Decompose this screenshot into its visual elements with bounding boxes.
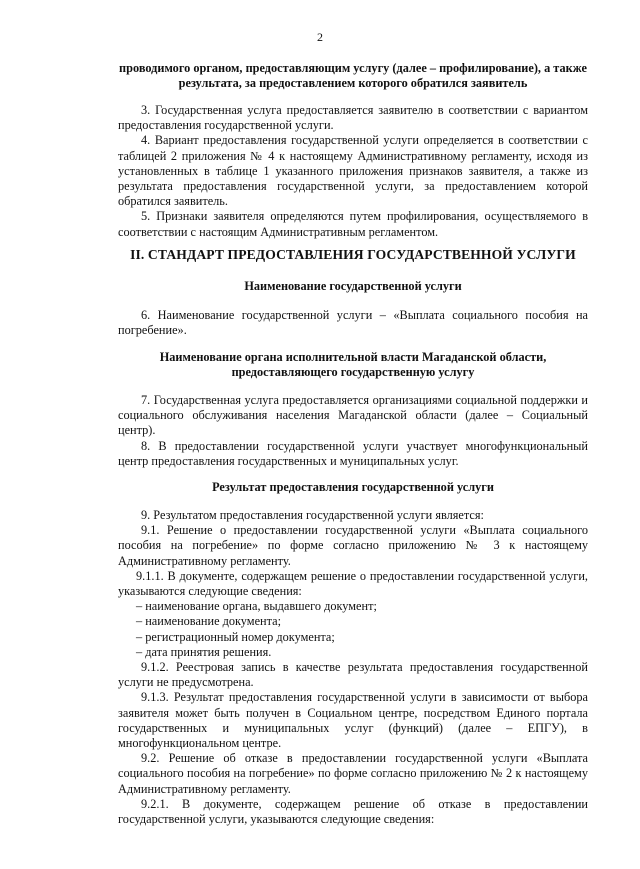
list-item: – дата принятия решения. bbox=[136, 644, 272, 659]
paragraph-8: 8. В предоставлении государственной услуги участвует многофункциональный центр предоставления государственных и муниципальных услуг. bbox=[118, 438, 588, 468]
paragraph-3: 3. Государственная услуга предоставляется заявителю в соответствии с вариантом предоставления государственной услуги. bbox=[118, 103, 588, 133]
paragraph-4: 4. Вариант предоставления государственной услуги определяется в соответствии с таблицей 2 приложения № 4 к настоящему Административному регламенту, исходя из установленных в таблице 1 указанного приложения признаков заявителя, а также из результата предоставления государственной услуги, за предоставлением которой обратился заявитель. bbox=[118, 133, 588, 209]
paragraph-9-1-3: 9.1.3. Результат предоставления государственной услуги в зависимости от выбора заявителя может быть получен в Социальном центре, посредством Единого портала государственных и муниципальных услуг (функций) (далее – ЕПГУ), в многофункциональном центре. bbox=[118, 690, 588, 751]
subsection-title-name: Наименование государственной услуги bbox=[244, 279, 462, 293]
page-number: 2 bbox=[317, 30, 323, 44]
section-title: II. СТАНДАРТ ПРЕДОСТАВЛЕНИЯ ГОСУДАРСТВЕННОЙ УСЛУГИ bbox=[130, 247, 576, 262]
paragraph-9: 9. Результатом предоставления государственной услуги является: bbox=[141, 508, 484, 522]
paragraph-6: 6. Наименование государственной услуги – «Выплата социального пособия на погребение». bbox=[118, 308, 588, 338]
subsection-authority-body bbox=[118, 393, 588, 469]
subsection-title-authority-line1: Наименование органа исполнительной власти Магаданской области, bbox=[159, 350, 547, 364]
paragraph-9-1: 9.1. Решение о предоставлении государственной услуги «Выплата социального пособия на погребение» по форме согласно приложению № 3 к настоящему Административному регламенту. bbox=[118, 523, 588, 568]
intro-heading: проводимого органом, предоставляющим услугу (далее – профилирование), а также результата, за предоставлением которого обратился заявитель bbox=[119, 61, 587, 91]
list-item: – наименование органа, выдавшего документ; bbox=[136, 599, 377, 614]
list-item: – наименование документа; bbox=[136, 614, 282, 629]
subsection-title-result: Результат предоставления государственной услуги bbox=[212, 480, 494, 494]
subsection-name-body bbox=[118, 308, 588, 338]
paragraph-9-2-1: 9.2.1. В документе, содержащем решение об отказе в предоставлении государственной услуги, указываются следующие сведения: bbox=[118, 796, 588, 827]
paragraph-9-1-1: 9.1.1. В документе, содержащем решение о предоставлении государственной услуги, указываются следующие сведения: bbox=[118, 568, 588, 599]
list-item: – регистрационный номер документа; bbox=[136, 629, 335, 644]
paragraph-9-2: 9.2. Решение об отказе в предоставлении государственной услуги «Выплата социального пособия на погребение» по форме согласно приложению № 2 к настоящему Административному регламенту. bbox=[118, 751, 588, 796]
paragraph-9-1-2: 9.1.2. Реестровая запись в качестве результата предоставления государственной услуги не предусмотрена. bbox=[118, 660, 588, 690]
subsection-title-authority bbox=[118, 350, 588, 380]
intro-paragraphs bbox=[118, 103, 588, 240]
subsection-result-body bbox=[118, 508, 588, 827]
subsection-title-authority-line2: предоставляющего государственную услугу bbox=[231, 365, 475, 380]
paragraph-5: 5. Признаки заявителя определяются путем профилирования, осуществляемого в соответствии с настоящим Административным регламентом. bbox=[118, 209, 588, 239]
paragraph-7: 7. Государственная услуга предоставляется организациями социальной поддержки и социального обслуживания населения Магаданской области (далее – Социальный центр). bbox=[118, 393, 588, 438]
